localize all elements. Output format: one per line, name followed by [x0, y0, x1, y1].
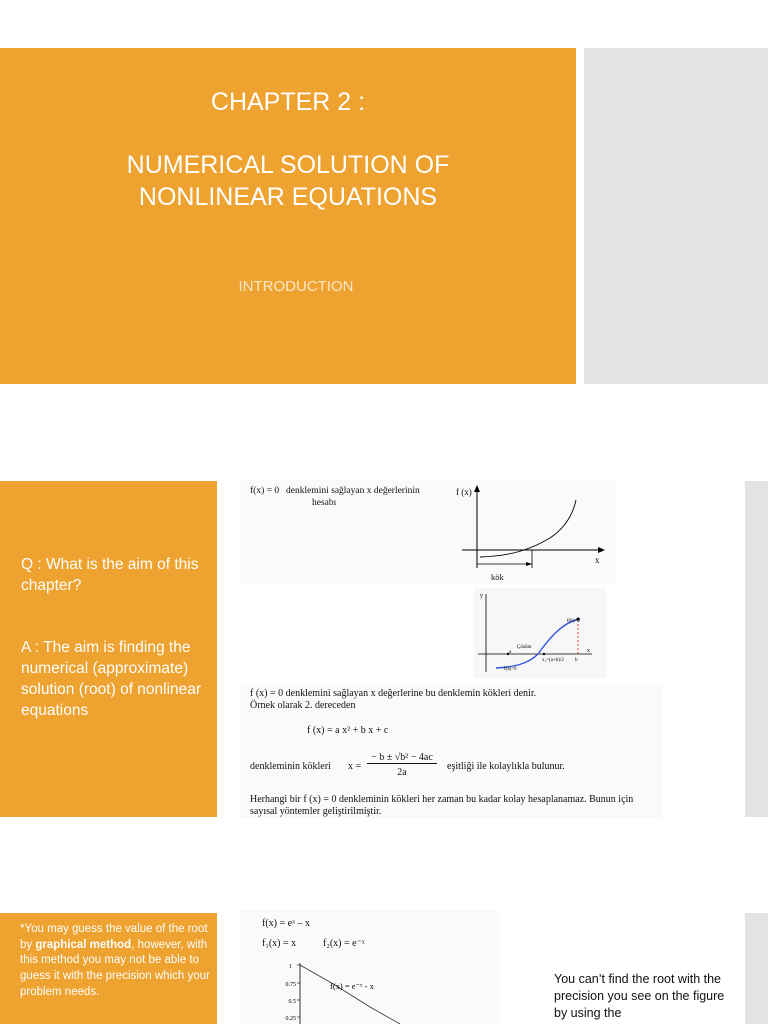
fig2-graph — [474, 588, 606, 678]
polynomial-equation: f (x) = a x² + b x + c — [307, 725, 389, 736]
roots-x: x = — [348, 761, 362, 772]
roots-numerator: − b ± √b² − 4ac — [367, 752, 437, 764]
answer-text: A : The aim is finding the numerical (approximate) solution (root) of nonlinear equations — [21, 639, 202, 719]
figure-2 — [474, 588, 606, 678]
figure-1 — [240, 480, 616, 584]
eq-fx: f(x) = eˣ – x — [262, 918, 310, 929]
fig1-x-label: x — [595, 555, 600, 565]
fig2-fb-label: f(b)>0 — [567, 619, 580, 624]
section-label: INTRODUCTION — [238, 278, 354, 295]
fig2-solution-label: Çözüm — [517, 645, 532, 650]
chapter-subtitle-line1: NUMERICAL SOLUTION OF — [126, 151, 450, 179]
fig1-root-label: kök — [491, 572, 504, 582]
fig1-graph — [240, 480, 616, 584]
roots-suffix: eşitliği ile kolaylıkla bulunur. — [447, 761, 565, 772]
chapter-title: CHAPTER 2 : — [210, 88, 366, 116]
slide3-side-strip — [745, 913, 768, 1024]
fig1-y-label: f (x) — [456, 487, 472, 497]
eq-f1: f₁(x) = x — [262, 938, 297, 949]
exp-plot — [240, 955, 500, 1024]
fig1-desc-line1: denklemini sağlayan x değerlerinin — [286, 486, 420, 496]
fig2-a-label: a — [509, 650, 512, 655]
fig2-mid-label: x₁=(a+b)/2 — [542, 658, 564, 663]
text-line-4: sayısal yöntemler geliştirilmiştir. — [250, 806, 382, 817]
tick-05: 0.5 — [288, 999, 296, 1005]
fig2-fa-label: f(a)<0 — [504, 667, 517, 672]
text-line-3: Herhangi bir f (x) = 0 denkleminin kökleri her zaman bu kadar kolay hesaplanamaz. Bunun için — [250, 794, 634, 805]
fig2-y-label: y — [480, 593, 483, 599]
note-suffix: , however, with this method you may not be able to guess it with the precision which your problem needs. — [20, 938, 210, 998]
eq-f2: f₂(x) = e⁻ˣ — [323, 938, 365, 949]
precision-text: You can’t find the root with the precision you see on the figure by using the — [554, 972, 725, 1020]
note-bold: graphical method — [35, 938, 132, 951]
roots-denominator: 2a — [397, 767, 407, 778]
slide2-side-strip — [745, 481, 768, 817]
tick-075: 0.75 — [285, 982, 296, 988]
text-line-2: Örnek olarak 2. dereceden — [250, 700, 356, 711]
text-line-1: f (x) = 0 denklemini sağlayan x değerlerine bu denklemin kökleri denir. — [250, 688, 537, 699]
tick-025: 0.25 — [285, 1016, 296, 1022]
note-prefix: *You may guess the value of the root by — [20, 923, 208, 951]
fig2-x-label: x — [587, 648, 590, 654]
roots-prefix: denkleminin kökleri — [250, 761, 331, 772]
question-text: Q : What is the aim of this chapter? — [21, 556, 199, 594]
chapter-subtitle-line2: NONLINEAR EQUATIONS — [138, 183, 438, 211]
fig2-b-label: b — [575, 658, 578, 663]
plot-curve-label: f(x) = e⁻ˣ - x — [330, 981, 374, 991]
fig1-eq: f(x) = 0 — [250, 486, 280, 496]
tick-1: 1 — [289, 964, 292, 970]
graphical-method-note — [20, 922, 210, 1001]
title-slide-side-panel — [584, 48, 768, 384]
fig1-desc-line2: hesabı — [312, 498, 337, 508]
